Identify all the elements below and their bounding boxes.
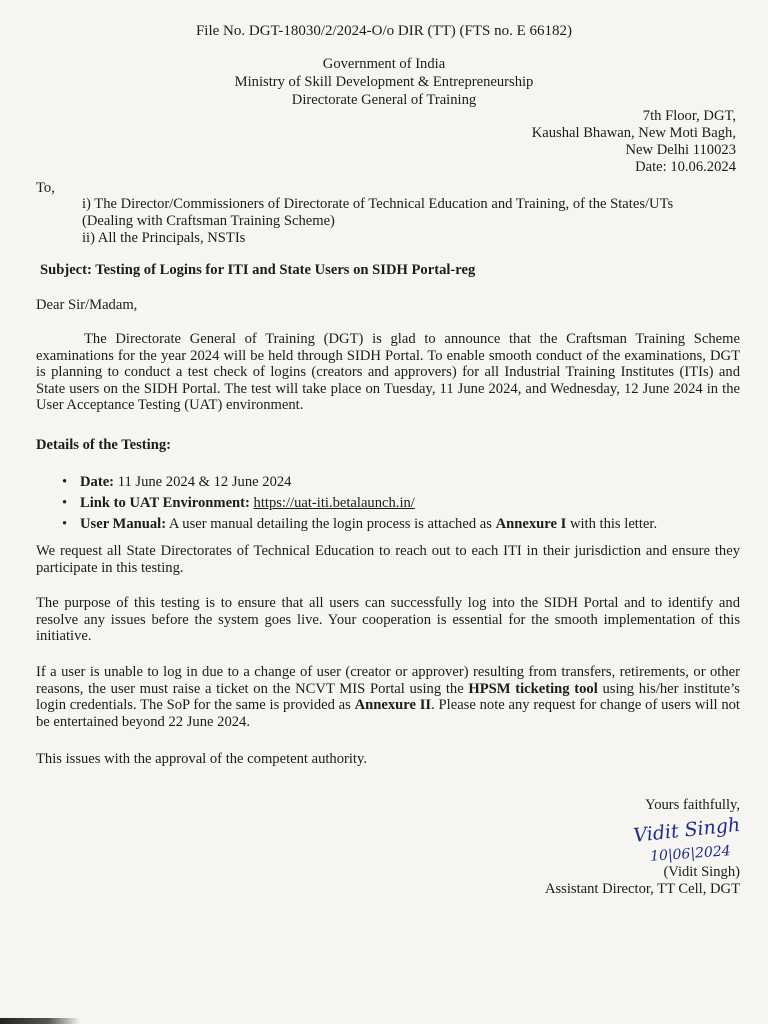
signature-date: 10|06|2024 <box>649 843 732 865</box>
to-recipient-1: i) The Director/Commissioners of Directorate of Technical Education and Training, of the States/UTs <box>82 196 674 212</box>
address-line-1: 7th Floor, DGT, <box>642 108 736 124</box>
list-item <box>62 514 742 535</box>
header-government: Government of India <box>322 56 446 72</box>
yours-faithfully: Yours faithfully, <box>645 797 740 813</box>
para4-part2: using his/her institute’s login credentials. The SoP for the same is provided as <box>36 680 740 713</box>
signatory-designation: Assistant Director, TT Cell, DGT <box>544 881 740 897</box>
to-recipient-1-note: (Dealing with Craftsman Training Scheme) <box>82 213 335 229</box>
details-heading: Details of the Testing: <box>36 437 171 453</box>
salutation: Dear Sir/Madam, <box>36 297 138 313</box>
details-list <box>62 472 742 535</box>
signature-name: Vidit Singh <box>632 813 742 847</box>
scan-edge-shadow <box>0 1018 80 1024</box>
paragraph-purpose: The purpose of this testing is to ensure that all users can successfully log into the SIDH Portal and to identify and resolve any issues before the system goes live. Your cooperation is essential for the smooth implementation of this initiative. <box>36 595 740 644</box>
signatory-name: (Vidit Singh) <box>663 864 740 880</box>
paragraph-request: We request all State Directorates of Technical Education to reach out to each ITI in their jurisdiction and ensure they participate in this testing. <box>36 543 740 576</box>
closing-line: This issues with the approval of the competent authority. <box>36 751 367 767</box>
paragraph-user-change <box>36 664 740 730</box>
detail-manual-text: A user manual detailing the login process is attached as <box>168 516 492 532</box>
file-number: File No. DGT-18030/2/2024-O/o DIR (TT) (FTS no. E 66182) <box>195 23 573 39</box>
detail-manual-label: User Manual: <box>80 516 167 532</box>
list-item <box>62 472 742 493</box>
detail-date-label: Date: <box>80 474 115 490</box>
detail-link-label: Link to UAT Environment: <box>80 495 250 511</box>
paragraph-intro: The Directorate General of Training (DGT) is glad to announce that the Craftsman Training Scheme examinations for the year 2024 will be held through SIDH Portal. To enable smooth conduct of the examinations, DGT is planning to conduct a test check of logins (creators and approvers) for all Industrial Training Institutes (ITIs) and State users on the SIDH Portal. The test will take place on Tuesday, 11 June 2024, and Wednesday, 12 June 2024 in the User Acceptance Testing (UAT) environment. <box>36 331 740 413</box>
to-recipient-2: ii) All the Principals, NSTIs <box>82 230 246 246</box>
list-item <box>62 493 742 514</box>
annexure-2: Annexure II <box>354 697 432 713</box>
handwritten-signature <box>630 808 750 868</box>
para4-part1: If a user is unable to log in due to a change of user (creator or approver) resulting from transfers, retirements, or other reasons, the user must raise a ticket on the NCVT MIS Portal using the <box>36 664 740 697</box>
subject-line: Subject: Testing of Logins for ITI and State Users on SIDH Portal-reg <box>40 262 476 278</box>
hpsm-tool: HPSM ticketing tool <box>468 680 598 697</box>
uat-link[interactable]: https://uat-iti.betalaunch.in/ <box>253 495 415 511</box>
to-label: To, <box>36 180 55 196</box>
annexure-1: Annexure I <box>495 516 567 532</box>
para4-part3: . Please note any request for change of users will not be entertained beyond 22 June 2024. <box>36 697 740 730</box>
detail-manual-tail: with this letter. <box>569 516 658 532</box>
address-line-3: New Delhi 110023 <box>625 142 736 158</box>
detail-date-value: 11 June 2024 & 12 June 2024 <box>117 474 292 490</box>
letter-date: Date: 10.06.2024 <box>635 159 736 175</box>
header-directorate: Directorate General of Training <box>291 92 477 108</box>
header-ministry: Ministry of Skill Development & Entrepreneurship <box>234 74 534 90</box>
address-line-2: Kaushal Bhawan, New Moti Bagh, <box>531 125 736 141</box>
